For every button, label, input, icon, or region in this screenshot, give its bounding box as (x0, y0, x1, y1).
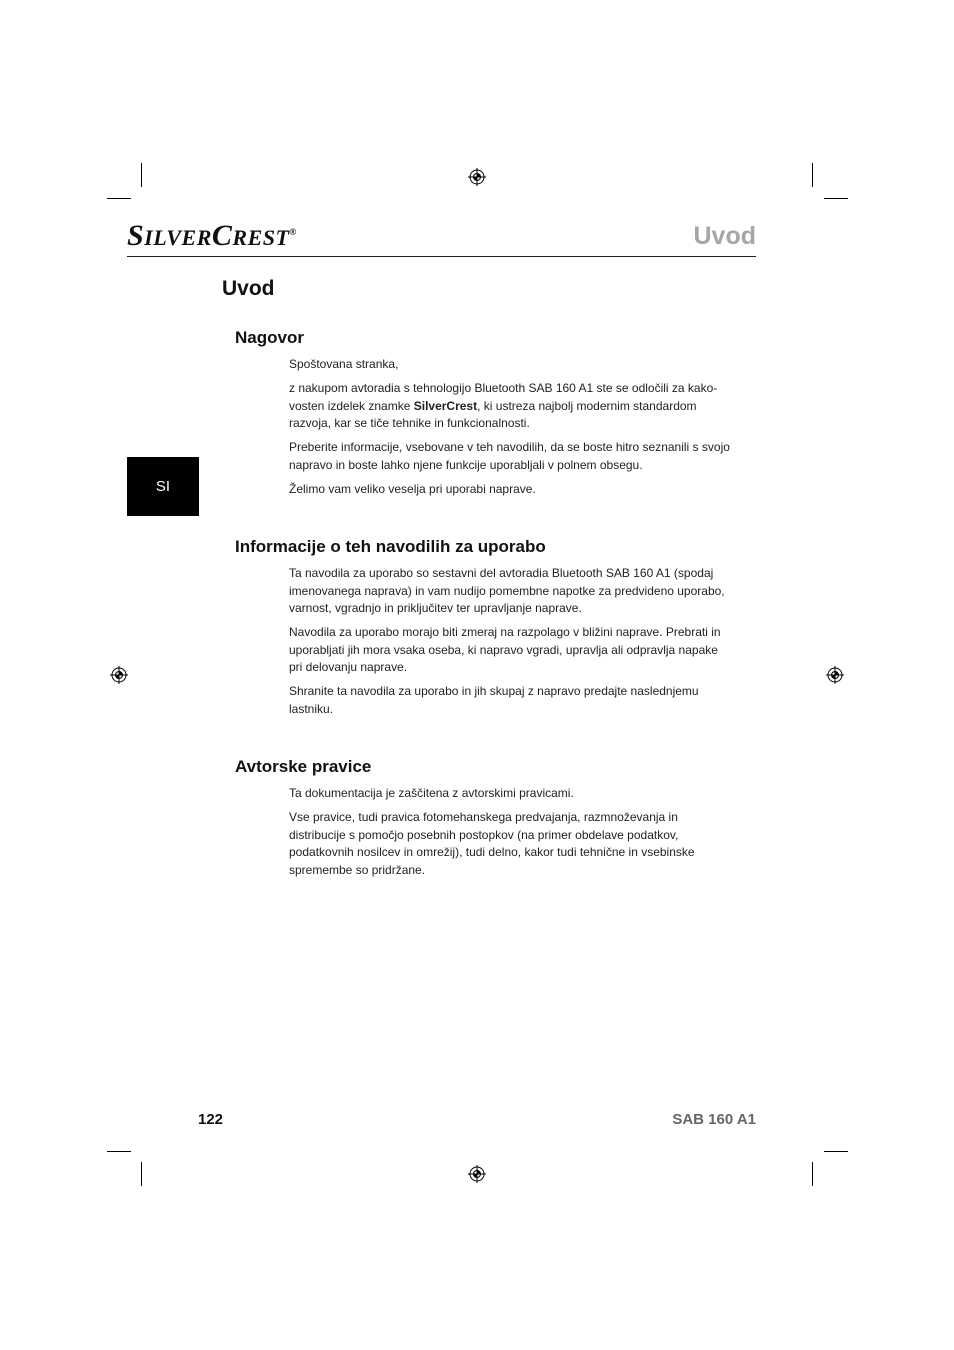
paragraph: Preberite informacije, vsebovane v teh navodilih, da se boste hitro seznanili s svojo napravo in boste lahko njene funkcije uporabljali v polnem obsegu. (289, 440, 730, 472)
paragraph: Želimo vam veliko veselja pri uporabi naprave. (289, 481, 536, 496)
paragraph: Navodila za uporabo morajo biti zmeraj na razpolago v bližini naprave. Prebrati in uporabljati jih mora vsaka oseba, ki napravo vgradi, upravlja ali odpravlja napake pri delovanju naprave. (289, 625, 721, 674)
registration-mark-icon (826, 666, 844, 684)
registration-mark-icon (468, 168, 486, 186)
brand-name: SilverCrest (413, 398, 478, 413)
paragraph: Ta dokumentacija je zaščitena z avtorskimi pravicami. (289, 786, 574, 800)
registration-mark-icon (110, 666, 128, 684)
page-number: 122 (198, 1111, 224, 1128)
registration-mark-icon (468, 1165, 486, 1183)
model-number: SAB 160 A1 (672, 1111, 756, 1128)
paragraph: Ta navodila za uporabo so sestavni del avtoradia Bluetooth SAB 160 A1 (spodaj imenovanega naprava) in vam nudijo pomembne napotke za predvideno uporabo, varnost, vgradnjo in priključitev ter upravljanje naprave. (289, 566, 725, 615)
section-body-informacije (289, 565, 734, 725)
language-tab-label: SI (155, 478, 171, 495)
section-body-nagovor (289, 356, 734, 505)
header-title: Uvod (693, 222, 756, 250)
crop-mark (824, 1151, 848, 1152)
crop-mark (812, 1162, 813, 1186)
section-heading-avtorske: Avtorske pravice (235, 757, 372, 776)
crop-mark (141, 163, 142, 187)
section-body-avtorske (289, 785, 734, 886)
crop-mark (107, 1151, 131, 1152)
paragraph: z nakupom avtoradia s tehnologijo Bluetooth SAB 160 A1 ste se odločili za kako-vosten izdelek znamke SilverCrest, ki ustreza najbolj modernim standardom razvoja, kar se tiče tehnike in funkcionalnosti. (289, 381, 718, 430)
brand-logo: SILVERCREST® (127, 219, 297, 252)
paragraph: Spoštovana stranka, (289, 357, 399, 371)
section-heading-nagovor: Nagovor (235, 328, 304, 347)
crop-mark (107, 198, 131, 199)
header-divider (127, 256, 756, 257)
section-heading-informacije: Informacije o teh navodilih za uporabo (235, 537, 546, 556)
crop-mark (824, 198, 848, 199)
crop-mark (141, 1162, 142, 1186)
paragraph: Shranite ta navodila za uporabo in jih skupaj z napravo predajte naslednjemu lastniku. (289, 684, 699, 716)
page-title: Uvod (222, 277, 275, 300)
language-tab (127, 457, 199, 516)
paragraph: Vse pravice, tudi pravica fotomehanskega predvajanja, razmnoževanja in distribucije s pomočjo posebnih postopkov (na primer obdelave podatkov, podatkovnih nosilcev in omrežij), tudi delno, kakor tudi tehnične in vsebinske spremembe so pridržane. (289, 810, 695, 877)
crop-mark (812, 163, 813, 187)
